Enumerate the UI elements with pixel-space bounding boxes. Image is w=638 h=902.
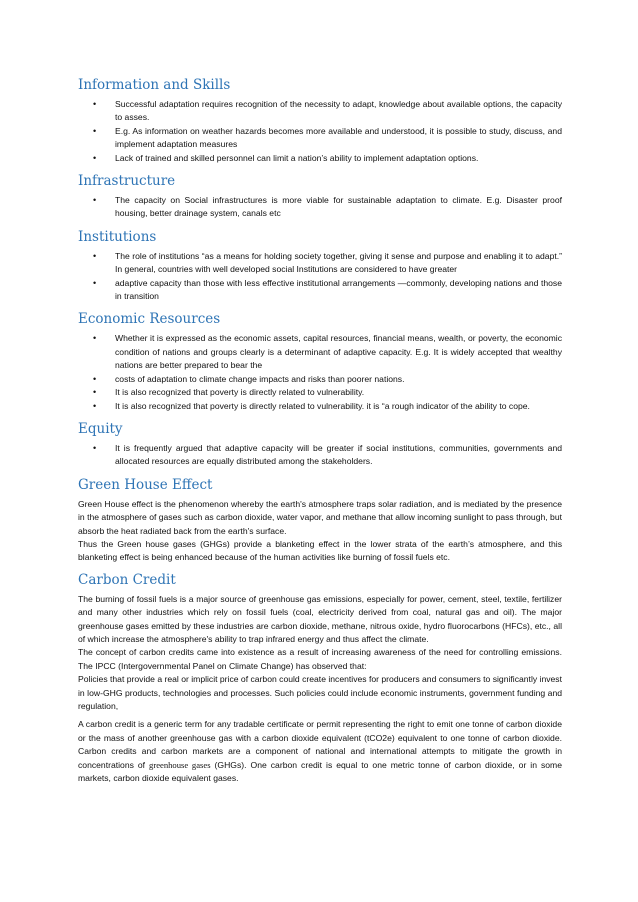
heading-carbon-credit: Carbon Credit bbox=[78, 571, 176, 588]
section-institutions bbox=[78, 229, 562, 304]
paragraph: Policies that provide a real or implicit price of carbon could create incentives for producers and consumers to significantly invest in low-GHG products, technologies and processes. Such policies could include economic instruments, government funding and regulation, bbox=[78, 674, 562, 711]
bullet-icon: • bbox=[93, 333, 97, 344]
bullet-icon: • bbox=[93, 442, 97, 453]
bullet-icon: • bbox=[93, 152, 97, 163]
bullet-icon: • bbox=[93, 400, 97, 411]
section-equity bbox=[78, 421, 562, 469]
list-item: • adaptive capacity than those with less effective institutional arrangements —commonly, developing nations and those in transition bbox=[93, 277, 562, 302]
paragraph: Green House effect is the phenomenon whereby the earth's atmosphere traps solar radiation, and is mediated by the presence in the atmosphere of gases such as carbon dioxide, water vapor, and methane that allow incoming sunlight to pass through, but absorb the heat radiated back from the earth's surface. bbox=[78, 498, 562, 536]
heading-infrastructure: Infrastructure bbox=[78, 173, 176, 190]
heading-institutions: Institutions bbox=[78, 228, 157, 245]
list-item: • Whether it is expressed as the economic assets, capital resources, financial means, wealth, or poverty, the economic condition of nations and groups clearly is a determinant of adaptive capacity. E.g. It is widely accepted that wealthy nations are better prepared to bear the bbox=[93, 333, 562, 371]
list-item: • costs of adaptation to climate change impacts and risks than poorer nations. bbox=[78, 373, 562, 386]
greenhouse-gases-term: greenhouse gases bbox=[149, 759, 211, 770]
heading-greenhouse-effect: Green House Effect bbox=[78, 476, 213, 493]
heading-economic-resources: Economic Resources bbox=[78, 311, 221, 328]
list-item: • It is also recognized that poverty is directly related to vulnerability. bbox=[78, 386, 562, 399]
list-item: • It is frequently argued that adaptive capacity will be greater if social institutions, communities, governments and allocated resources are equally distributed among the stakeholders. bbox=[93, 442, 562, 467]
bullet-icon: • bbox=[93, 99, 97, 109]
list-equity bbox=[78, 442, 562, 469]
bullet-icon: • bbox=[93, 250, 97, 261]
bullet-icon: • bbox=[93, 387, 97, 398]
list-institutions bbox=[78, 250, 562, 304]
bullet-icon: • bbox=[93, 373, 97, 384]
list-economic-resources bbox=[78, 332, 562, 412]
list-item: • The capacity on Social infrastructures is more viable for sustainable adaptation to climate. E.g. Disaster proof housing, better drainage system, canals etc bbox=[93, 195, 562, 219]
section-carbon-credit bbox=[78, 572, 562, 786]
paragraph: Thus the Green house gases (GHGs) provide a blanketing effect in the lower strata of the earth’s atmosphere, and this blanketing effect is being enhanced because of the human activities like burning of fossil fuels etc. bbox=[78, 538, 562, 563]
section-economic-resources bbox=[78, 311, 562, 412]
list-item: • Successful adaptation requires recognition of the necessity to adapt, knowledge about available options, the capacity to asses. bbox=[93, 99, 562, 123]
document-content bbox=[78, 77, 562, 792]
list-item: • It is also recognized that poverty is directly related to vulnerability. it is “a rough indicator of the ability to cope. bbox=[78, 400, 562, 413]
list-infrastructure bbox=[78, 194, 562, 221]
bullet-icon: • bbox=[93, 125, 97, 136]
list-item: • Lack of trained and skilled personnel can limit a nation’s ability to implement adaptation options. bbox=[78, 152, 562, 165]
heading-information-skills: Information and Skills bbox=[78, 77, 231, 93]
paragraph-carbon-credit-definition: A carbon credit is a generic term for any tradable certificate or permit representing the right to emit one tonne of carbon dioxide or the mass of another greenhouse gas with a carbon dioxide equivalent (tCO2e) equivalent to one tonne of carbon dioxide. Carbon credits and carbon markets are a component of national and international attempts to mitigate the growth in concentrations of greenhouse gases (GHGs). One carbon credit is equal to one metric tonne of carbon dioxide, or in some markets, carbon dioxide equivalent gases. bbox=[78, 719, 562, 784]
section-greenhouse-effect bbox=[78, 477, 562, 565]
paragraph: The burning of fossil fuels is a major source of greenhouse gas emissions, especially for power, cement, steel, textile, fertilizer and many other industries which rely on fossil fuels (coal, electricity derived from coal, natural gas and oil). The major greenhouse gases emitted by these industries are carbon dioxide, methane, nitrous oxide, hydro fluorocarbons (HFCs), etc., all of which increase the atmosphere's ability to trap infrared energy and thus affect the climate. bbox=[78, 593, 562, 644]
heading-equity: Equity bbox=[78, 420, 123, 437]
section-infrastructure bbox=[78, 173, 562, 221]
bullet-icon: • bbox=[93, 277, 97, 288]
list-information-skills bbox=[78, 98, 562, 165]
list-item: • E.g. As information on weather hazards becomes more available and understood, it is possible to study, discuss, and implement adaptation measures bbox=[93, 125, 562, 150]
paragraph: The concept of carbon credits came into existence as a result of increasing awareness of the need for controlling emissions. The IPCC (Intergovernmental Panel on Climate Change) has observed that: bbox=[78, 647, 562, 671]
section-information-skills bbox=[78, 77, 562, 165]
list-item: • The role of institutions “as a means for holding society together, giving it sense and purpose and enabling it to adapt.” In general, countries with well developed social Institutions are considered to have greater bbox=[93, 250, 562, 275]
bullet-icon: • bbox=[93, 195, 97, 206]
